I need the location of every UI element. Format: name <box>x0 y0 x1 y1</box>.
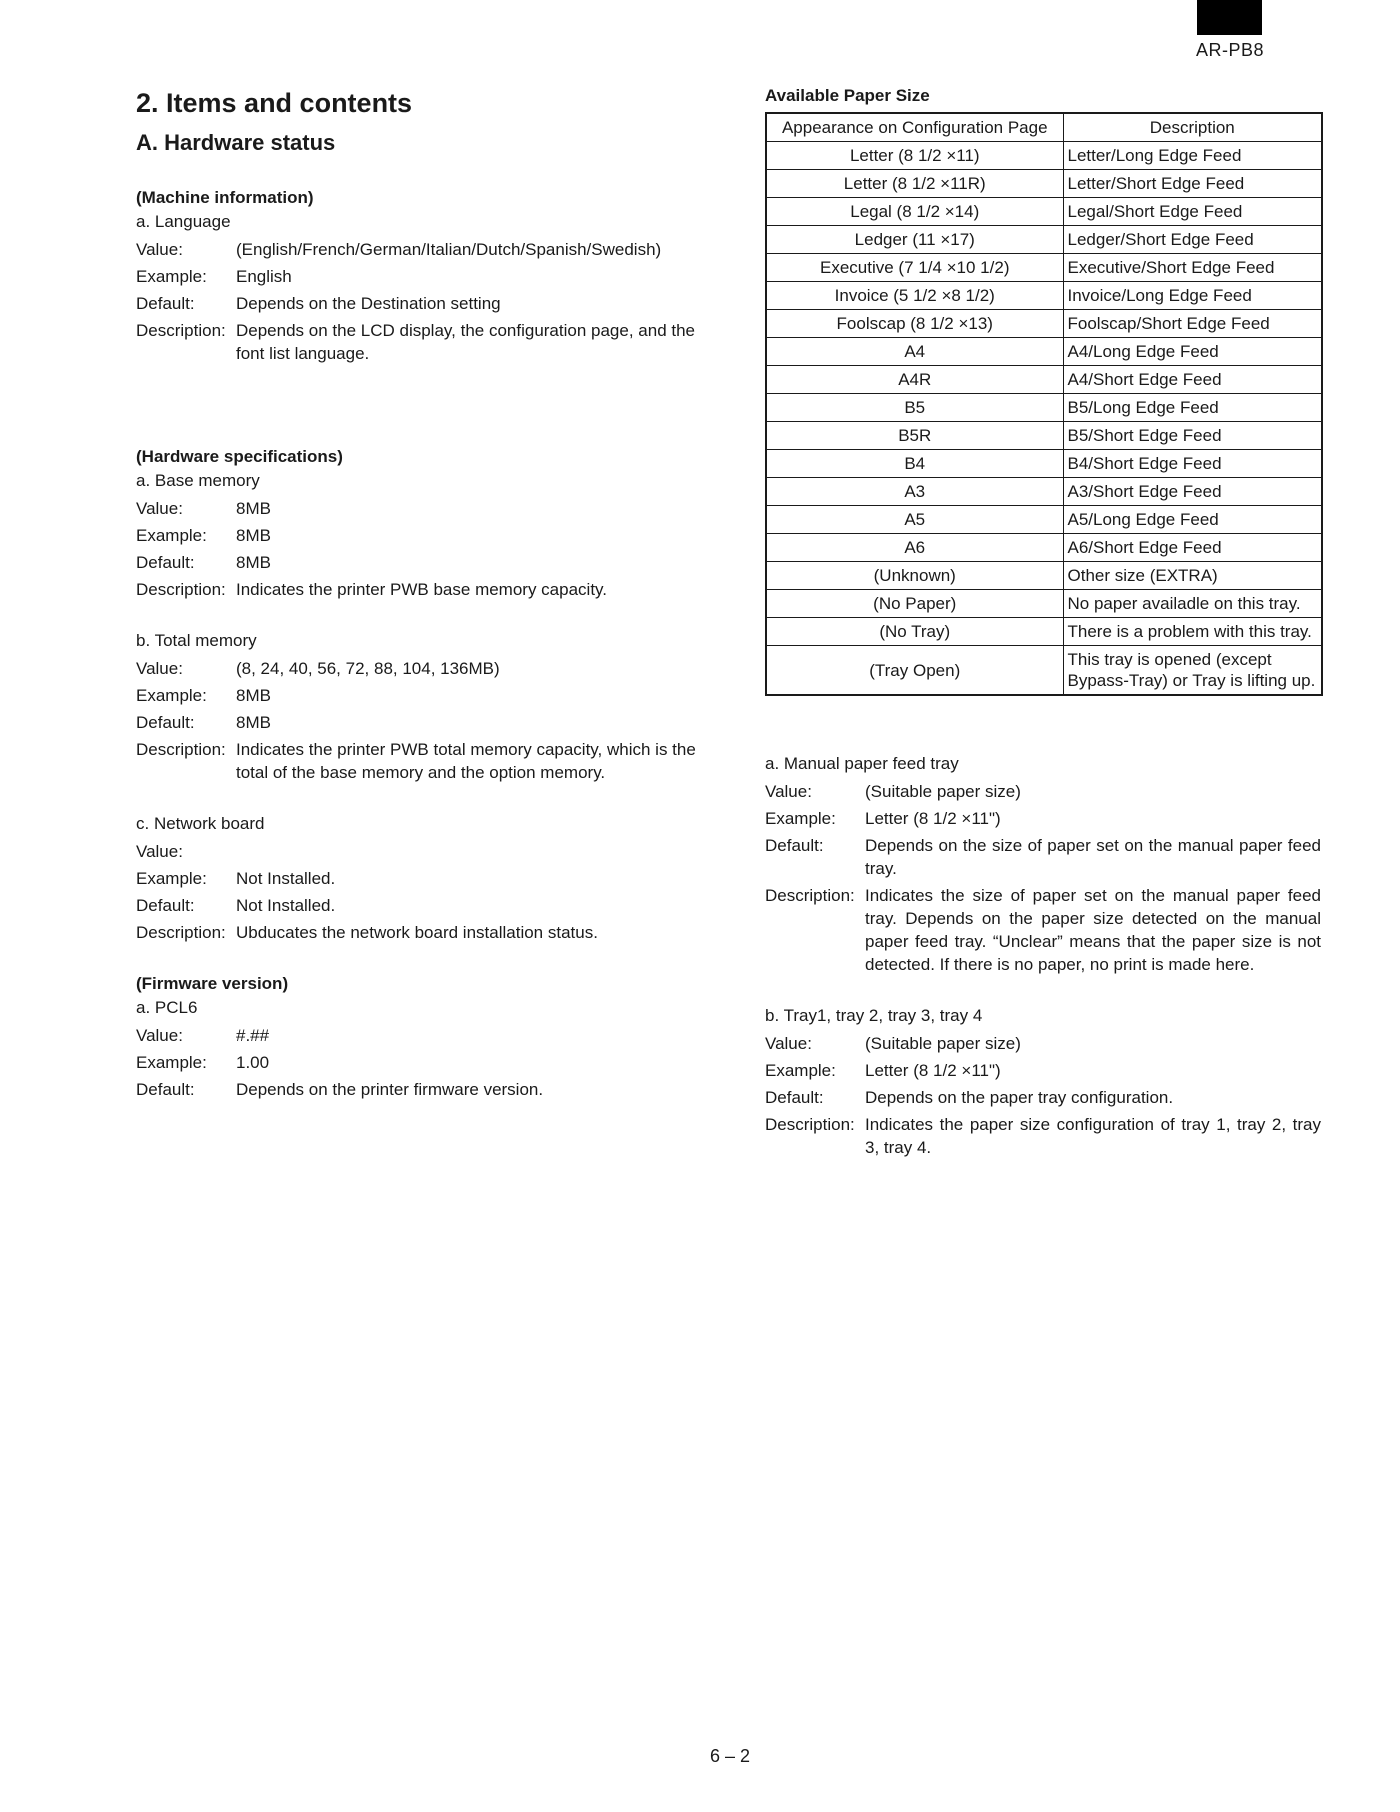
appearance-cell: (No Paper) <box>766 590 1063 618</box>
table-row <box>766 198 1322 226</box>
base-memory-value-row: Value: 8MB <box>136 499 271 518</box>
description-cell: Letter/Short Edge Feed <box>1063 170 1322 198</box>
language-example: English <box>236 267 292 286</box>
table-row <box>766 450 1322 478</box>
base-memory-item-title: a. Base memory <box>136 471 260 490</box>
description-cell: Executive/Short Edge Feed <box>1063 254 1322 282</box>
base-memory-default-row: Default: 8MB <box>136 553 271 572</box>
description-cell: Other size (EXTRA) <box>1063 562 1322 590</box>
language-example-row: Example: English <box>136 265 706 288</box>
table-row <box>766 646 1322 696</box>
total-memory-description-row: Description: Indicates the printer PWB total memory capacity, which is the total of the base memory and the option memory. <box>136 740 696 782</box>
manual-tray-description-row: Description: Indicates the size of paper set on the manual paper feed tray. Depends on the paper size detected on the manual paper feed tray. “Unclear” means that the paper size is not detected. If there is no paper, no print is made here. <box>765 886 1321 974</box>
table-row <box>766 590 1322 618</box>
table-row <box>766 562 1322 590</box>
description-cell: A5/Long Edge Feed <box>1063 506 1322 534</box>
network-board-value-row: Value: <box>136 842 183 861</box>
trays-section <box>765 1004 1321 1159</box>
description-cell: A4/Short Edge Feed <box>1063 366 1322 394</box>
manual-tray-item-title: a. Manual paper feed tray <box>765 754 959 773</box>
table-row <box>766 170 1322 198</box>
appearance-cell: Foolscap (8 1/2 ×13) <box>766 310 1063 338</box>
appearance-cell: (Unknown) <box>766 562 1063 590</box>
manual-tray-default-row: Default: Depends on the size of paper set on the manual paper feed tray. <box>765 836 1321 878</box>
pcl6-value-row: Value: #.## <box>136 1026 270 1045</box>
description-cell: B5/Short Edge Feed <box>1063 422 1322 450</box>
network-board-description-row: Description: Ubducates the network board installation status. <box>136 923 598 942</box>
appearance-cell: Letter (8 1/2 ×11R) <box>766 170 1063 198</box>
total-memory-value-row: Value: (8, 24, 40, 56, 72, 88, 104, 136MB) <box>136 659 500 678</box>
table-row <box>766 254 1322 282</box>
appearance-cell: Legal (8 1/2 ×14) <box>766 198 1063 226</box>
trays-description-row: Description: Indicates the paper size configuration of tray 1, tray 2, tray 3, tray 4. <box>765 1115 1321 1157</box>
description-cell: B4/Short Edge Feed <box>1063 450 1322 478</box>
language-value: (English/French/German/Italian/Dutch/Spanish/Swedish) <box>236 240 662 259</box>
appearance-cell: A6 <box>766 534 1063 562</box>
table-row <box>766 506 1322 534</box>
table-row <box>766 366 1322 394</box>
table-row <box>766 282 1322 310</box>
appearance-cell: Letter (8 1/2 ×11) <box>766 142 1063 170</box>
language-value-row: Value: (English/French/German/Italian/Dutch/Spanish/Swedish) <box>136 238 706 261</box>
network-board-example-row: Example: Not Installed. <box>136 869 336 888</box>
appearance-cell: B5 <box>766 394 1063 422</box>
total-memory-item-title: b. Total memory <box>136 631 257 650</box>
appearance-cell: A4R <box>766 366 1063 394</box>
description-cell: B5/Long Edge Feed <box>1063 394 1322 422</box>
description-cell: No paper availadle on this tray. <box>1063 590 1322 618</box>
machine-information-heading: (Machine information) <box>136 188 314 207</box>
language-default-row: Default: Depends on the Destination setting <box>136 292 706 315</box>
description-cell: There is a problem with this tray. <box>1063 618 1322 646</box>
table-row <box>766 422 1322 450</box>
table-header-row <box>766 113 1322 142</box>
section-title: 2. Items and contents <box>136 88 413 118</box>
base-memory-description-row: Description: Indicates the printer PWB base memory capacity. <box>136 580 608 599</box>
table-row <box>766 310 1322 338</box>
pcl6-default-row: Default: Depends on the printer firmware version. <box>136 1080 544 1099</box>
appearance-cell: Invoice (5 1/2 ×8 1/2) <box>766 282 1063 310</box>
section-tab-marker <box>1197 0 1262 35</box>
description-cell: A4/Long Edge Feed <box>1063 338 1322 366</box>
pcl6-example-row: Example: 1.00 <box>136 1053 270 1072</box>
network-board-item-title: c. Network board <box>136 814 265 833</box>
right-column <box>765 84 1321 1159</box>
table-row <box>766 618 1322 646</box>
base-memory-example-row: Example: 8MB <box>136 526 271 545</box>
appearance-cell: B4 <box>766 450 1063 478</box>
subsection-title: A. Hardware status <box>136 130 336 155</box>
manual-tray-example-row: Example: Letter (8 1/2 ×11") <box>765 809 1001 828</box>
table-row <box>766 338 1322 366</box>
total-memory-default-row: Default: 8MB <box>136 713 271 732</box>
description-cell: A3/Short Edge Feed <box>1063 478 1322 506</box>
total-memory-example-row: Example: 8MB <box>136 686 271 705</box>
description-cell: A6/Short Edge Feed <box>1063 534 1322 562</box>
appearance-cell: (Tray Open) <box>766 646 1063 696</box>
appearance-cell: Ledger (11 ×17) <box>766 226 1063 254</box>
table-row <box>766 534 1322 562</box>
table-row <box>766 142 1322 170</box>
table-row <box>766 226 1322 254</box>
table-row <box>766 394 1322 422</box>
appearance-cell: A3 <box>766 478 1063 506</box>
description-cell: This tray is opened (except Bypass-Tray) or Tray is lifting up. <box>1063 646 1322 696</box>
description-cell: Foolscap/Short Edge Feed <box>1063 310 1322 338</box>
appearance-cell: (No Tray) <box>766 618 1063 646</box>
page-number: 6 – 2 <box>709 1746 751 1766</box>
language-description: Depends on the LCD display, the configuration page, and the font list language. <box>236 321 695 363</box>
manual-tray-value-row: Value: (Suitable paper size) <box>765 782 1021 801</box>
appearance-cell: B5R <box>766 422 1063 450</box>
appearance-cell: A4 <box>766 338 1063 366</box>
model-code: AR-PB8 <box>1195 40 1265 60</box>
trays-default-row: Default: Depends on the paper tray configuration. <box>765 1088 1174 1107</box>
hardware-specifications-heading: (Hardware specifications) <box>136 447 343 466</box>
description-cell: Legal/Short Edge Feed <box>1063 198 1322 226</box>
language-item-title: a. Language <box>136 212 231 231</box>
trays-example-row: Example: Letter (8 1/2 ×11") <box>765 1061 1001 1080</box>
firmware-version-heading: (Firmware version) <box>136 974 289 993</box>
column-header: Appearance on Configuration Page <box>766 113 1063 142</box>
pcl6-item-title: a. PCL6 <box>136 998 198 1017</box>
left-column <box>136 84 706 1101</box>
paper-table-title: Available Paper Size <box>765 86 930 105</box>
language-default: Depends on the Destination setting <box>236 294 501 313</box>
trays-item-title: b. Tray1, tray 2, tray 3, tray 4 <box>765 1006 983 1025</box>
language-description-row: Description: Depends on the LCD display, the configuration page, and the font list language. <box>136 319 706 365</box>
manual-tray-section <box>765 752 1321 976</box>
paper-size-table <box>765 112 1323 696</box>
table-row <box>766 478 1322 506</box>
description-cell: Invoice/Long Edge Feed <box>1063 282 1322 310</box>
appearance-cell: Executive (7 1/4 ×10 1/2) <box>766 254 1063 282</box>
appearance-cell: A5 <box>766 506 1063 534</box>
network-board-default-row: Default: Not Installed. <box>136 896 336 915</box>
column-header: Description <box>1063 113 1322 142</box>
description-cell: Letter/Long Edge Feed <box>1063 142 1322 170</box>
description-cell: Ledger/Short Edge Feed <box>1063 226 1322 254</box>
trays-value-row: Value: (Suitable paper size) <box>765 1034 1021 1053</box>
